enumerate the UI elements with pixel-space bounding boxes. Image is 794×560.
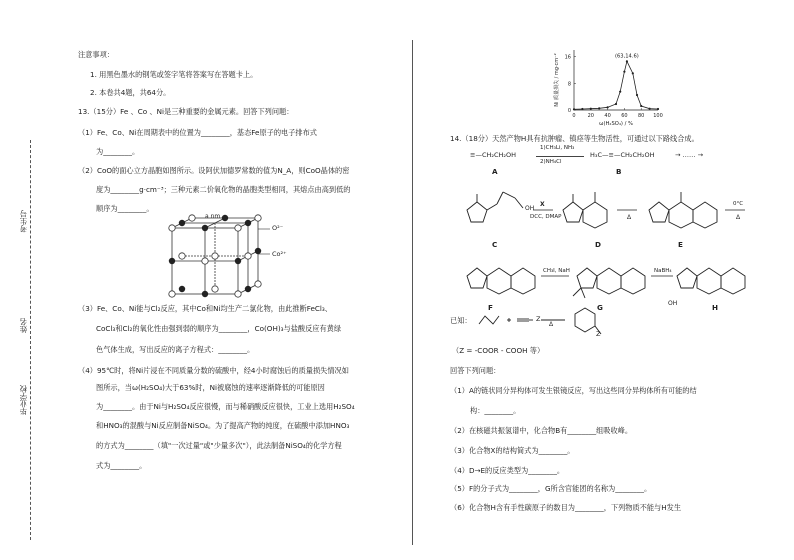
structure-d xyxy=(563,192,607,228)
q13-4f: 式为________。 xyxy=(96,461,147,470)
label-e: E xyxy=(678,240,683,249)
binding-line-left xyxy=(30,140,31,540)
cool-cond: 0°C xyxy=(733,201,744,207)
structure-c xyxy=(467,192,523,222)
name-label: 姓名 xyxy=(19,318,28,333)
data-point xyxy=(615,103,617,105)
label-g: G xyxy=(597,303,603,312)
q13-4d: 和HNO₃的混酸与Ni反应制备NiSO₄。为了提高产物的纯度，在硫酸中添加HNO₃ xyxy=(96,421,350,430)
peak-label: (63,14.6) xyxy=(614,53,639,60)
r1-arrow xyxy=(536,156,584,157)
notice-2: 2. 本卷共4题，共64分。 xyxy=(90,88,171,97)
q13-2a: （2）CoO的面心立方晶胞如图所示。设阿伏加德罗常数的值为N_A，则CoO晶体的密 xyxy=(78,166,350,175)
q14-2: （2）在核磁共振氢谱中，化合物B有________组吸收峰。 xyxy=(450,426,633,435)
x-tick-label: 80 xyxy=(638,113,645,119)
x-tick-label: 0 xyxy=(572,113,576,119)
data-point xyxy=(640,105,642,107)
x-label: X xyxy=(540,201,545,208)
q13-3a: （3）Fe、Co、Ni能与Cl₂反应，其中Co和Ni均生产二氯化物，由此推断FeCl₃、 xyxy=(78,304,332,313)
compound-a-text: ≡—CH₂CH₂OH xyxy=(470,151,517,159)
q13-2c: 顺序为________。 xyxy=(96,204,154,213)
ni-loss-chart xyxy=(540,42,670,132)
nabh4-cond: NaBH₄ xyxy=(654,268,672,274)
y-tick-label: 0 xyxy=(567,108,571,114)
delta-known: Δ xyxy=(549,321,554,328)
notice-1: 1. 用黑色墨水的钢笔或签字笔将答案写在答题卡上。 xyxy=(90,70,258,79)
q14-1b: 构：________。 xyxy=(470,406,521,415)
y-tick-label: 16 xyxy=(564,54,571,61)
q13-3b: CoCl₃和Cl₂的氧化性由强到弱的顺序为________，Co(OH)₃与盐酸反应有黄绿 xyxy=(96,324,342,333)
label-h: H xyxy=(712,303,719,312)
q14-6: （6）化合物H含有手性碳原子的数目为________，下列物质不能与H发生 xyxy=(450,503,682,512)
exam-no-label: 考生号 xyxy=(19,210,28,233)
q13-1b: 为________。 xyxy=(96,147,140,156)
delta-e-next: Δ xyxy=(736,214,741,221)
q13-3c: 色气体生成，写出反应的离子方程式：________。 xyxy=(96,345,255,354)
x-tick-label: 20 xyxy=(587,113,594,119)
cell-dimension: a nm xyxy=(205,213,221,220)
arrow-dots: → …… → xyxy=(675,151,704,159)
q14-5: （5）F的分子式为________，G所含官能团的名称为________。 xyxy=(450,484,652,493)
x-tick-label: 40 xyxy=(604,113,611,119)
q13-4c: 为________。由于Ni与H₂SO₄反应很慢，而与稀硝酸反应很快，工业上选用H₂SO₄ xyxy=(96,402,355,411)
q14-4: （4）D→E的反应类型为________。 xyxy=(450,466,565,475)
label-c: C xyxy=(492,240,498,249)
series-line xyxy=(574,61,658,109)
data-point xyxy=(619,91,621,93)
data-point xyxy=(657,108,659,110)
q13-head: 13.（15分）Fe 、Co 、Ni是三种重要的金属元素。回答下列问题： xyxy=(78,107,294,116)
label-d: D xyxy=(595,240,601,249)
z-label-1: Z xyxy=(536,315,541,323)
o-ion-label: O²⁻ xyxy=(272,224,284,232)
structure-g xyxy=(573,268,645,298)
crystal-cell-diagram xyxy=(160,212,290,300)
x-cond: DCC, DMAP xyxy=(530,214,562,220)
structure-h xyxy=(677,268,745,294)
y-tick-label: 8 xyxy=(567,81,571,88)
q13-4b: 图所示，当ω(H₂SO₄)大于63%时，Ni被腐蚀的速率逐渐降低的可能原因 xyxy=(96,383,325,392)
data-point xyxy=(590,108,592,110)
structures-row-2 xyxy=(455,246,755,306)
q13-4a: （4）95℃时，将Ni片浸在不同质量分数的硫酸中，经4小时腐蚀后的质量损失情况如 xyxy=(78,366,349,375)
z-note: （Z = -COOR - COOH 等） xyxy=(452,346,545,355)
label-b: B xyxy=(616,167,622,176)
q13-2b: 度为________g·cm⁻³；三种元素二价氧化物的晶胞类型相同，其熔点由高到低的 xyxy=(96,185,351,194)
data-point xyxy=(623,71,625,73)
school-label: 毕业学校 xyxy=(19,385,28,415)
data-point xyxy=(598,107,600,109)
label-f: F xyxy=(488,303,493,312)
q14-1a: （1）A的链状同分异构体可发生银镜反应，写出这些同分异构体所有可能的结 xyxy=(450,386,697,395)
data-point xyxy=(636,94,638,96)
y-axis-label: Ni 质量损失 / mg·cm⁻² xyxy=(554,53,560,107)
data-point xyxy=(626,60,628,62)
delta-d-e: Δ xyxy=(627,214,632,221)
known-label: 已知： xyxy=(450,316,472,325)
compound-b-text: H₃C—≡—CH₂CH₂OH xyxy=(590,151,655,159)
structures-row-1 xyxy=(455,178,755,238)
q13-4e: 的方式为________（填"一次过量"或"少量多次"），此法制备NiSO₄的化学方程 xyxy=(96,441,342,450)
oh-label-c: OH xyxy=(525,205,535,212)
data-point xyxy=(573,108,575,110)
q13-1a: （1）Fe、Co、Ni在周期表中的位置为________，基态Fe原子的电子排布式 xyxy=(78,128,317,137)
data-point xyxy=(581,108,583,110)
z-label-2: Z xyxy=(596,330,601,338)
structure-f xyxy=(467,268,535,294)
data-point xyxy=(607,106,609,108)
data-point xyxy=(632,72,634,74)
x-tick-label: 60 xyxy=(621,113,628,119)
r1-cond-top: 1)CH₃Li, NH₃ xyxy=(540,145,575,151)
ch3i-cond: CH₃I, NaH xyxy=(543,268,570,274)
x-tick-label: 100 xyxy=(653,113,663,119)
page-divider xyxy=(412,40,413,545)
x-axis-label: ω(H₂SO₄) / % xyxy=(599,121,633,127)
co-ion-label: Co²⁺ xyxy=(272,250,287,258)
data-point xyxy=(649,108,651,110)
notice-title: 注意事项： xyxy=(78,50,114,59)
q-intro: 回答下列问题： xyxy=(450,366,501,375)
structure-e xyxy=(649,192,717,228)
q14-3: （3）化合物X的结构简式为________。 xyxy=(450,446,575,455)
label-a: A xyxy=(492,167,498,176)
r1-cond-bot: 2)NH₄Cl xyxy=(540,159,562,165)
q14-head: 14.（18分）天然产物H具有抗肿瘤、镇痉等生物活性，可通过以下路线合成。 xyxy=(450,134,699,143)
oh-label-h: OH xyxy=(668,300,678,307)
